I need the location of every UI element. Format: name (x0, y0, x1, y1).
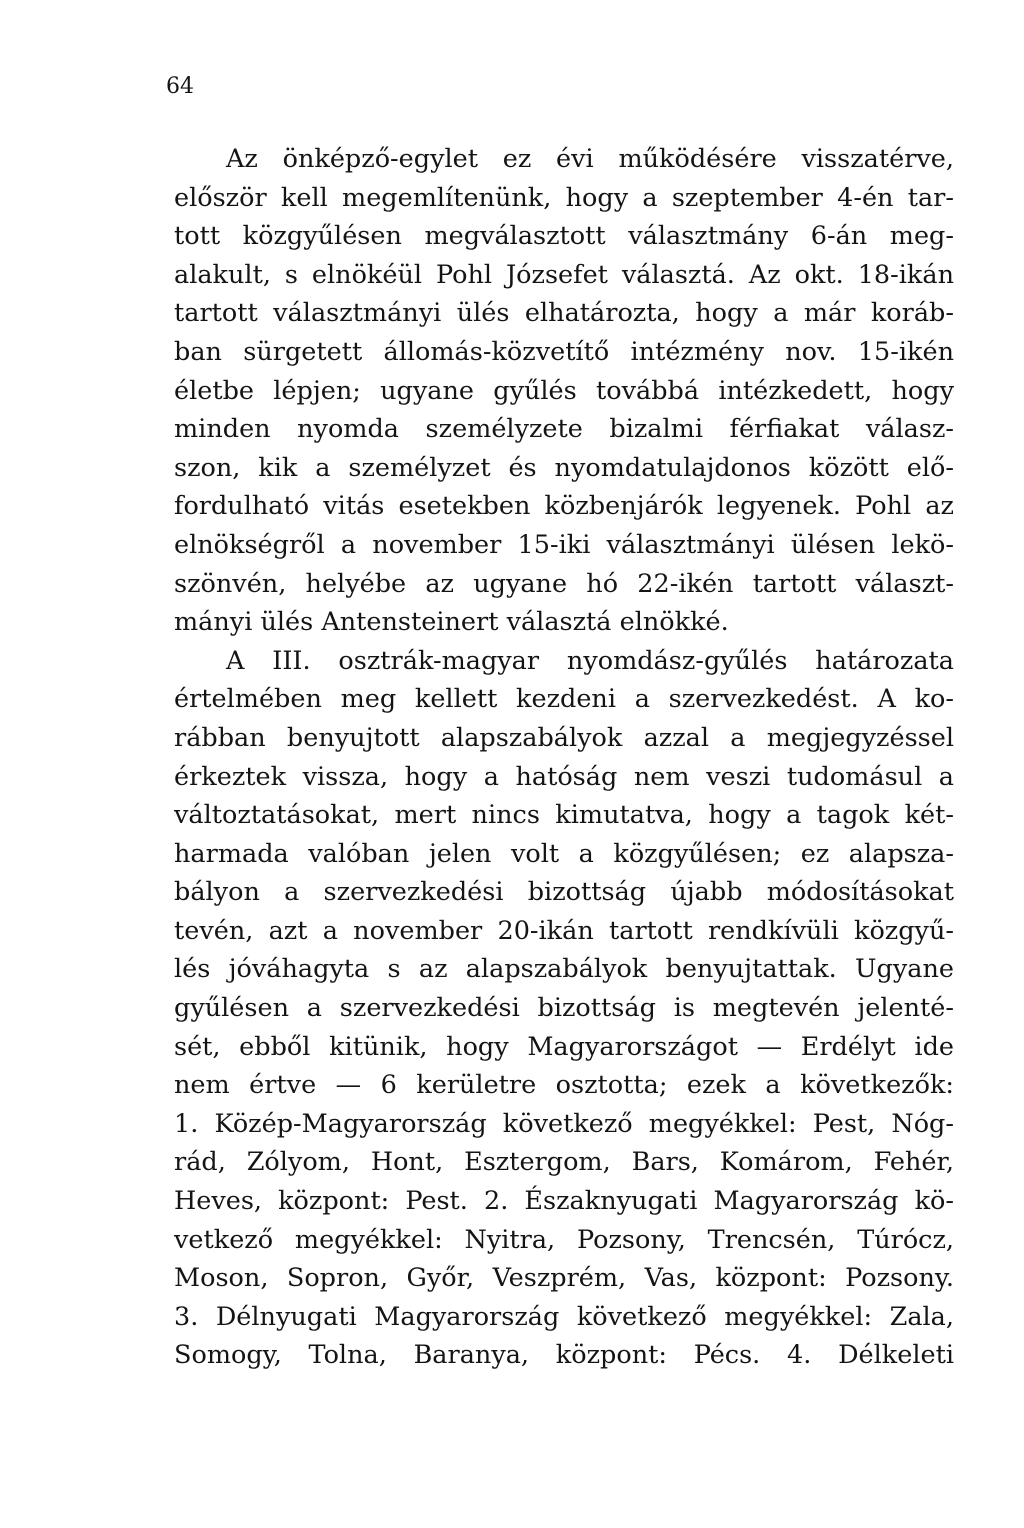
text-line: érkeztek vissza, hogy a hatóság nem veszi tudomásul a (174, 761, 954, 792)
text-line: elnökségről a november 15-iki választmányi ülésen lekö- (174, 529, 954, 560)
text-line: alakult, s elnökéül Pohl Józsefet választá. Az okt. 18-ikán (174, 259, 954, 290)
text-line: gyűlésen a szervezkedési bizottság is megtevén jelenté- (174, 993, 954, 1024)
text-line: rábban benyujtott alapszabályok azzal a megjegyzéssel (174, 722, 954, 753)
text-line: sét, ebből kitünik, hogy Magyarországot — Erdélyt ide (174, 1031, 954, 1062)
text-line: tevén, azt a november 20-ikán tartott rendkívüli közgyű- (174, 915, 954, 946)
text-line: rád, Zólyom, Hont, Esztergom, Bars, Komárom, Fehér, (174, 1147, 954, 1178)
text-line: fordulható vitás esetekben közbenjárók legyenek. Pohl az (174, 491, 954, 522)
text-line: Somogy, Tolna, Baranya, központ: Pécs. 4. Délkeleti (174, 1340, 954, 1371)
text-line: harmada valóban jelen volt a közgyűlésen; ez alapsza- (174, 838, 954, 869)
text-line: életbe lépjen; ugyane gyűlés továbbá intézkedett, hogy (174, 375, 954, 406)
text-line: minden nyomda személyzete bizalmi férfiakat válasz- (174, 414, 954, 445)
text-line: nem értve — 6 kerületre osztotta; ezek a következők: (174, 1070, 954, 1101)
text-line: értelmében meg kellett kezdeni a szervezkedést. A ko- (174, 684, 954, 715)
text-line: 1. Közép-Magyarország következő megyékkel: Pest, Nóg- (174, 1108, 954, 1139)
text-line: szönvén, helyébe az ugyane hó 22-ikén tartott választ- (174, 568, 954, 599)
text-line: Az önképző-egylet ez évi működésére visszatérve, (226, 144, 954, 174)
text-line: 3. Délnyugati Magyarország következő megyékkel: Zala, (174, 1301, 954, 1332)
text-line: Moson, Sopron, Győr, Veszprém, Vas, központ: Pozsony. (174, 1263, 954, 1294)
text-line: lés jóváhagyta s az alapszabályok benyujtattak. Ugyane (174, 954, 954, 985)
text-line: tott közgyűlésen megválasztott választmány 6-án meg- (174, 221, 954, 252)
text-line: Heves, központ: Pest. 2. Északnyugati Magyarország kö- (174, 1186, 954, 1217)
text-line: mányi ülés Antensteinert választá elnökké. (174, 607, 729, 638)
body-text (174, 140, 954, 1375)
text-line: szon, kik a személyzet és nyomdatulajdonos között elő- (174, 452, 954, 483)
page-number: 64 (166, 74, 194, 99)
text-line: vetkező megyékkel: Nyitra, Pozsony, Trencsén, Túrócz, (174, 1224, 954, 1255)
text-line: ban sürgetett állomás-közvetítő intézmény nov. 15-ikén (174, 336, 954, 367)
text-line: változtatásokat, mert nincs kimutatva, hogy a tagok két- (174, 800, 954, 831)
text-line: először kell megemlítenünk, hogy a szeptember 4-én tar- (174, 182, 954, 213)
text-line: A III. osztrák-magyar nyomdász-gyűlés határozata (226, 645, 954, 676)
text-line: tartott választmányi ülés elhatározta, hogy a már koráb- (174, 298, 954, 329)
text-line: bályon a szervezkedési bizottság újabb módosításokat (174, 877, 954, 908)
